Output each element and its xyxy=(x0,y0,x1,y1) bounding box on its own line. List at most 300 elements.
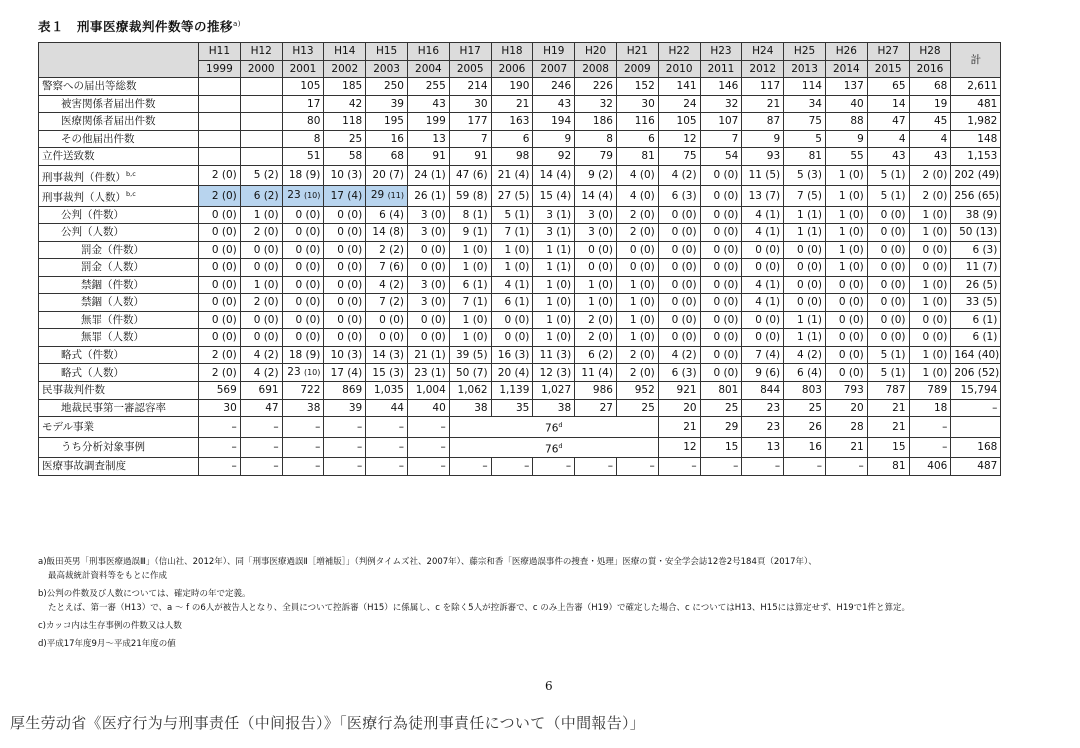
table-cell: 0 (0) xyxy=(407,329,449,347)
table-cell: 0 (0) xyxy=(700,276,742,294)
table-cell: 1 (0) xyxy=(533,311,575,329)
table-cell: 17 (4) xyxy=(324,364,366,382)
table-cell: – xyxy=(366,437,408,458)
table-cell: 21 xyxy=(867,399,909,417)
table-cell: 1 (0) xyxy=(449,329,491,347)
table-cell: 246 xyxy=(533,78,575,96)
note-a: a)飯田英男「刑事医療過誤Ⅲ」（信山社、2012年）、同「刑事医療過誤Ⅱ［増補版］」（判例タイムズ社、2007年）、藤宗和香「医療過誤事件の捜査・処理」医療の質・安全学会誌12巻2号184頁（2017年）、 xyxy=(38,557,817,567)
table-cell: 25 xyxy=(784,399,826,417)
table-cell: 43 xyxy=(909,148,951,166)
table-cell: 1,062 xyxy=(449,382,491,400)
table-cell: 789 xyxy=(909,382,951,400)
table-cell: 0 (0) xyxy=(199,294,241,312)
table-cell: 0 (0) xyxy=(199,329,241,347)
table-cell: 4 (2) xyxy=(240,346,282,364)
table-cell: 250 xyxy=(366,78,408,96)
header-era: H27 xyxy=(867,43,909,61)
table-cell: 1 (1) xyxy=(784,311,826,329)
row-label: 罰金（件数） xyxy=(39,241,199,259)
table-cell: 3 (0) xyxy=(407,206,449,224)
table-cell: 4 xyxy=(909,130,951,148)
row-total: 2,611 xyxy=(951,78,1001,96)
row-total: 148 xyxy=(951,130,1001,148)
table-cell: 4 (2) xyxy=(784,346,826,364)
table-cell: 21 xyxy=(491,95,533,113)
table-cell: 0 (0) xyxy=(825,364,867,382)
table-cell: – xyxy=(324,417,366,438)
table-cell: 81 xyxy=(867,458,909,476)
table-cell: 1 (0) xyxy=(909,206,951,224)
table-cell: 5 xyxy=(784,130,826,148)
table-cell: 21 xyxy=(658,417,700,438)
table-cell: 23 (10) xyxy=(282,364,324,382)
table-cell: 1 (0) xyxy=(825,206,867,224)
table-cell: 16 xyxy=(784,437,826,458)
table-cell: 6 (2) xyxy=(575,346,617,364)
table-cell: 4 (1) xyxy=(742,224,784,242)
row-label: 略式（人数） xyxy=(39,364,199,382)
table-row xyxy=(39,148,1001,166)
table-cell: – xyxy=(407,458,449,476)
row-total: 206 (52) xyxy=(951,364,1001,382)
table-cell: 21 xyxy=(867,417,909,438)
table-cell: 921 xyxy=(658,382,700,400)
table-cell: 0 (0) xyxy=(700,186,742,207)
table-cell: 0 (0) xyxy=(658,241,700,259)
table-cell: 7 xyxy=(700,130,742,148)
header-era: H15 xyxy=(366,43,408,61)
table-cell: 869 xyxy=(324,382,366,400)
table-row xyxy=(39,437,1001,458)
table-cell: 0 (0) xyxy=(199,206,241,224)
table-cell: 1,027 xyxy=(533,382,575,400)
page-number: 6 xyxy=(545,679,553,693)
table-cell: – xyxy=(199,437,241,458)
table-cell: 0 (0) xyxy=(825,276,867,294)
table-cell: 21 xyxy=(742,95,784,113)
table-row xyxy=(39,311,1001,329)
table-row xyxy=(39,224,1001,242)
table-cell: 1 (1) xyxy=(784,206,826,224)
table-cell: 32 xyxy=(575,95,617,113)
table-cell: 27 xyxy=(575,399,617,417)
table-cell: 30 xyxy=(199,399,241,417)
table-cell: 0 (0) xyxy=(867,259,909,277)
table-cell: 17 (4) xyxy=(324,186,366,207)
caption: 厚生劳动省《医疗行为与刑事责任（中间报告）》「医療行為徒刑事責任について（中間報告）」 xyxy=(10,714,646,732)
table-cell: – xyxy=(282,437,324,458)
table-cell: 2 (0) xyxy=(616,364,658,382)
table-cell: 42 xyxy=(324,95,366,113)
merged-cell: 76$^d$ xyxy=(449,417,658,438)
table-cell: 58 xyxy=(324,148,366,166)
table-cell: 80 xyxy=(282,113,324,131)
table-row xyxy=(39,165,1001,186)
table-cell: 1 (0) xyxy=(825,224,867,242)
table-cell: 0 (0) xyxy=(658,329,700,347)
header-era: H25 xyxy=(784,43,826,61)
table-cell: 226 xyxy=(575,78,617,96)
table-cell: 40 xyxy=(407,399,449,417)
table-cell: 6 (1) xyxy=(491,294,533,312)
table-cell: 5 (1) xyxy=(867,364,909,382)
table-cell: 691 xyxy=(240,382,282,400)
row-total: – xyxy=(951,399,1001,417)
header-total: 計 xyxy=(951,43,1001,78)
table-cell: – xyxy=(575,458,617,476)
table-cell: 4 (2) xyxy=(658,346,700,364)
header-year: 2001 xyxy=(282,60,324,78)
table-cell: 1 (0) xyxy=(616,329,658,347)
table-cell: 1 (0) xyxy=(491,241,533,259)
table-cell: 28 xyxy=(825,417,867,438)
table-cell: 9 (1) xyxy=(449,224,491,242)
table-cell: 14 (4) xyxy=(533,165,575,186)
table-cell: 0 (0) xyxy=(575,241,617,259)
row-total: 26 (5) xyxy=(951,276,1001,294)
table-cell: 75 xyxy=(784,113,826,131)
table-cell: 43 xyxy=(407,95,449,113)
row-label: 刑事裁判（件数）$^{b,c}$ xyxy=(39,165,199,186)
table-cell: 2 (0) xyxy=(199,186,241,207)
note-a-cont: 最高裁統計資料等をもとに作成 xyxy=(48,571,168,581)
header-year: 2002 xyxy=(324,60,366,78)
row-total: 168 xyxy=(951,437,1001,458)
table-cell: 118 xyxy=(324,113,366,131)
table-cell: 24 xyxy=(658,95,700,113)
table-cell: – xyxy=(366,417,408,438)
table-cell xyxy=(240,113,282,131)
table-cell: 1 (0) xyxy=(533,294,575,312)
table-cell: 23 xyxy=(742,399,784,417)
table-cell: 14 (8) xyxy=(366,224,408,242)
table-cell: 47 (6) xyxy=(449,165,491,186)
table-cell: 68 xyxy=(366,148,408,166)
table-cell: 9 xyxy=(742,130,784,148)
table-cell xyxy=(199,95,241,113)
table-cell: 1,139 xyxy=(491,382,533,400)
table-cell: 0 (0) xyxy=(700,241,742,259)
table-cell xyxy=(240,148,282,166)
table-cell: 0 (0) xyxy=(825,294,867,312)
table-cell: – xyxy=(700,458,742,476)
table-cell: 13 (7) xyxy=(742,186,784,207)
table-cell: 0 (0) xyxy=(282,259,324,277)
table-cell: 35 xyxy=(491,399,533,417)
row-total: 15,794 xyxy=(951,382,1001,400)
row-label: 禁錮（人数） xyxy=(39,294,199,312)
row-label: 民事裁判件数 xyxy=(39,382,199,400)
table-cell: 7 (1) xyxy=(449,294,491,312)
table-cell: 2 (0) xyxy=(240,294,282,312)
row-total: 50 (13) xyxy=(951,224,1001,242)
table-cell: 0 (0) xyxy=(366,311,408,329)
table-cell: 0 (0) xyxy=(784,276,826,294)
table-cell: 32 xyxy=(700,95,742,113)
table-cell: 7 (5) xyxy=(784,186,826,207)
table-cell: 1,004 xyxy=(407,382,449,400)
table-cell: 986 xyxy=(575,382,617,400)
table-cell: – xyxy=(282,417,324,438)
table-cell: 50 (7) xyxy=(449,364,491,382)
table-cell: 0 (0) xyxy=(199,276,241,294)
table-cell: 23 (1) xyxy=(407,364,449,382)
table-cell: 11 (5) xyxy=(742,165,784,186)
table-cell: 114 xyxy=(784,78,826,96)
table-cell: 195 xyxy=(366,113,408,131)
table-cell: 0 (0) xyxy=(616,259,658,277)
table-cell: 177 xyxy=(449,113,491,131)
table-cell: 92 xyxy=(533,148,575,166)
row-label: 医療事故調査制度 xyxy=(39,458,199,476)
table-cell: – xyxy=(366,458,408,476)
table-cell: 0 (0) xyxy=(658,311,700,329)
table-cell: 43 xyxy=(867,148,909,166)
table-cell: 7 xyxy=(449,130,491,148)
table-cell: 75 xyxy=(658,148,700,166)
table-cell: 14 xyxy=(867,95,909,113)
table-cell: 0 (0) xyxy=(742,311,784,329)
table-cell: 9 (2) xyxy=(575,165,617,186)
table-cell: 6 (4) xyxy=(784,364,826,382)
row-total: 6 (1) xyxy=(951,311,1001,329)
table-cell: 18 xyxy=(909,399,951,417)
table-cell: 54 xyxy=(700,148,742,166)
table-cell: 0 (0) xyxy=(616,241,658,259)
header-era: H26 xyxy=(825,43,867,61)
table-row xyxy=(39,206,1001,224)
table-cell: – xyxy=(909,437,951,458)
table-cell: 25 xyxy=(700,399,742,417)
table-cell: 0 (0) xyxy=(658,294,700,312)
table-cell: 0 (0) xyxy=(324,259,366,277)
table-cell: 199 xyxy=(407,113,449,131)
table-cell: 844 xyxy=(742,382,784,400)
table-cell: 0 (0) xyxy=(909,241,951,259)
table-row xyxy=(39,259,1001,277)
table-cell: 214 xyxy=(449,78,491,96)
table-cell xyxy=(199,148,241,166)
table-cell: 43 xyxy=(533,95,575,113)
table-cell: 5 (1) xyxy=(867,186,909,207)
header-era: H23 xyxy=(700,43,742,61)
row-label: 略式（件数） xyxy=(39,346,199,364)
table-cell: 26 (1) xyxy=(407,186,449,207)
table-cell: 14 (3) xyxy=(366,346,408,364)
table-cell: 0 (0) xyxy=(240,241,282,259)
table-cell: 1 (0) xyxy=(825,165,867,186)
table-cell: 15 xyxy=(700,437,742,458)
row-total: 481 xyxy=(951,95,1001,113)
header-year: 2015 xyxy=(867,60,909,78)
table-cell: 0 (0) xyxy=(324,311,366,329)
table-cell: 141 xyxy=(658,78,700,96)
table-cell: 81 xyxy=(616,148,658,166)
table-cell: – xyxy=(324,458,366,476)
table-cell: 2 (0) xyxy=(199,364,241,382)
table-cell: 26 xyxy=(784,417,826,438)
row-label: 禁錮（件数） xyxy=(39,276,199,294)
table-cell: 1 (0) xyxy=(491,259,533,277)
table-cell: 6 (4) xyxy=(366,206,408,224)
header-year: 2004 xyxy=(407,60,449,78)
table-cell: 0 (0) xyxy=(366,329,408,347)
table-row xyxy=(39,346,1001,364)
table-cell: 2 (0) xyxy=(199,165,241,186)
table-cell: 47 xyxy=(867,113,909,131)
table-cell: 2 (0) xyxy=(616,346,658,364)
table-cell: 0 (0) xyxy=(282,206,324,224)
table-cell: 0 (0) xyxy=(700,364,742,382)
table-cell: 2 (0) xyxy=(909,165,951,186)
table-cell: 2 (2) xyxy=(366,241,408,259)
table-cell: 0 (0) xyxy=(282,329,324,347)
row-label: 警察への届出等総数 xyxy=(39,78,199,96)
table-row xyxy=(39,329,1001,347)
table-cell: 0 (0) xyxy=(240,259,282,277)
table-cell: 2 (0) xyxy=(909,186,951,207)
table-row xyxy=(39,364,1001,382)
table-cell: 1 (1) xyxy=(533,259,575,277)
table-cell: 0 (0) xyxy=(784,241,826,259)
table-cell: 569 xyxy=(199,382,241,400)
table-cell: 0 (0) xyxy=(324,329,366,347)
table-cell: 0 (0) xyxy=(282,224,324,242)
table-cell: – xyxy=(407,437,449,458)
table-cell: 0 (0) xyxy=(407,311,449,329)
table-cell: 51 xyxy=(282,148,324,166)
table-cell: 0 (0) xyxy=(742,241,784,259)
table-cell: 65 xyxy=(867,78,909,96)
header-year: 2010 xyxy=(658,60,700,78)
table-cell: 4 (0) xyxy=(616,165,658,186)
table-cell: 5 (2) xyxy=(240,165,282,186)
table-cell: 34 xyxy=(784,95,826,113)
table-cell: 146 xyxy=(700,78,742,96)
table-cell: 0 (0) xyxy=(324,276,366,294)
table-cell: 0 (0) xyxy=(700,165,742,186)
row-total: 256 (65) xyxy=(951,186,1001,207)
table-cell: 0 (0) xyxy=(199,311,241,329)
header-year: 1999 xyxy=(199,60,241,78)
row-total: 1,153 xyxy=(951,148,1001,166)
table-cell: 0 (0) xyxy=(700,329,742,347)
header-era: H19 xyxy=(533,43,575,61)
header-era: H14 xyxy=(324,43,366,61)
table-cell: 255 xyxy=(407,78,449,96)
table-cell: 0 (0) xyxy=(575,259,617,277)
table-cell: 1 (0) xyxy=(616,276,658,294)
table-cell: 91 xyxy=(449,148,491,166)
table-cell: 93 xyxy=(742,148,784,166)
header-era: H12 xyxy=(240,43,282,61)
table-cell: 12 xyxy=(658,130,700,148)
table-cell: 0 (0) xyxy=(324,206,366,224)
row-label: 医療関係者届出件数 xyxy=(39,113,199,131)
table-cell: 3 (0) xyxy=(407,276,449,294)
table-cell: 2 (0) xyxy=(616,224,658,242)
table-cell: 0 (0) xyxy=(282,294,324,312)
table-cell: 1 (0) xyxy=(825,259,867,277)
table-cell: 45 xyxy=(909,113,951,131)
table-cell: 952 xyxy=(616,382,658,400)
table-cell: 21 (4) xyxy=(491,165,533,186)
row-label: 立件送致数 xyxy=(39,148,199,166)
header-year: 2016 xyxy=(909,60,951,78)
table-cell: 30 xyxy=(616,95,658,113)
table-cell: – xyxy=(199,458,241,476)
table-cell: 38 xyxy=(533,399,575,417)
table-cell: 4 (1) xyxy=(491,276,533,294)
table-row xyxy=(39,78,1001,96)
table-title: 表１ 刑事医療裁判件数等の推移$^{a)}$ xyxy=(38,19,242,34)
note-b: b)公判の件数及び人数については、確定時の年で定義。 xyxy=(38,589,251,599)
table-cell: 0 (0) xyxy=(407,241,449,259)
header-era: H13 xyxy=(282,43,324,61)
table-cell: 13 xyxy=(407,130,449,148)
table-cell: 4 (2) xyxy=(240,364,282,382)
table-cell: 0 (0) xyxy=(700,294,742,312)
table-cell: – xyxy=(909,417,951,438)
table-cell: – xyxy=(742,458,784,476)
table-cell: 0 (0) xyxy=(867,311,909,329)
table-cell: 6 (3) xyxy=(658,364,700,382)
table-cell: 4 (1) xyxy=(742,206,784,224)
table-cell: – xyxy=(491,458,533,476)
header-year: 2012 xyxy=(742,60,784,78)
table-cell: 7 (2) xyxy=(366,294,408,312)
header-year: 2011 xyxy=(700,60,742,78)
table-cell: 186 xyxy=(575,113,617,131)
table-row xyxy=(39,458,1001,476)
table-cell: 2 (0) xyxy=(616,206,658,224)
table-cell: 4 (2) xyxy=(658,165,700,186)
table-cell: 4 (1) xyxy=(742,276,784,294)
row-total: 6 (1) xyxy=(951,329,1001,347)
table-cell: 0 (0) xyxy=(867,276,909,294)
header-era: H22 xyxy=(658,43,700,61)
table-cell: 0 (0) xyxy=(282,276,324,294)
table-cell: 20 (4) xyxy=(491,364,533,382)
table-cell: 5 (1) xyxy=(867,346,909,364)
footnotes xyxy=(38,555,910,655)
table-cell: 15 (3) xyxy=(366,364,408,382)
table-cell: 1 (0) xyxy=(533,329,575,347)
table-cell: 0 (0) xyxy=(199,259,241,277)
table-row xyxy=(39,130,1001,148)
table-cell: 29 (11) xyxy=(366,186,408,207)
row-label: 無罪（人数） xyxy=(39,329,199,347)
table-cell: 3 (0) xyxy=(407,224,449,242)
table-cell: 801 xyxy=(700,382,742,400)
table-cell: 39 xyxy=(324,399,366,417)
table-cell: 39 xyxy=(366,95,408,113)
table-cell: 1 (1) xyxy=(533,241,575,259)
table-cell: 30 xyxy=(449,95,491,113)
table-cell: 0 (0) xyxy=(909,259,951,277)
table-cell: 0 (0) xyxy=(700,224,742,242)
note-c: c)カッコ内は生存事例の件数又は人数 xyxy=(38,621,182,631)
table-cell xyxy=(199,113,241,131)
table-row xyxy=(39,276,1001,294)
table-cell: 7 (1) xyxy=(491,224,533,242)
table-cell: 5 (1) xyxy=(867,165,909,186)
table-cell: 0 (0) xyxy=(742,329,784,347)
row-label: 地裁民事第一審認容率 xyxy=(39,399,199,417)
row-total: 38 (9) xyxy=(951,206,1001,224)
table-cell: 3 (0) xyxy=(575,224,617,242)
table-cell: 0 (0) xyxy=(700,206,742,224)
